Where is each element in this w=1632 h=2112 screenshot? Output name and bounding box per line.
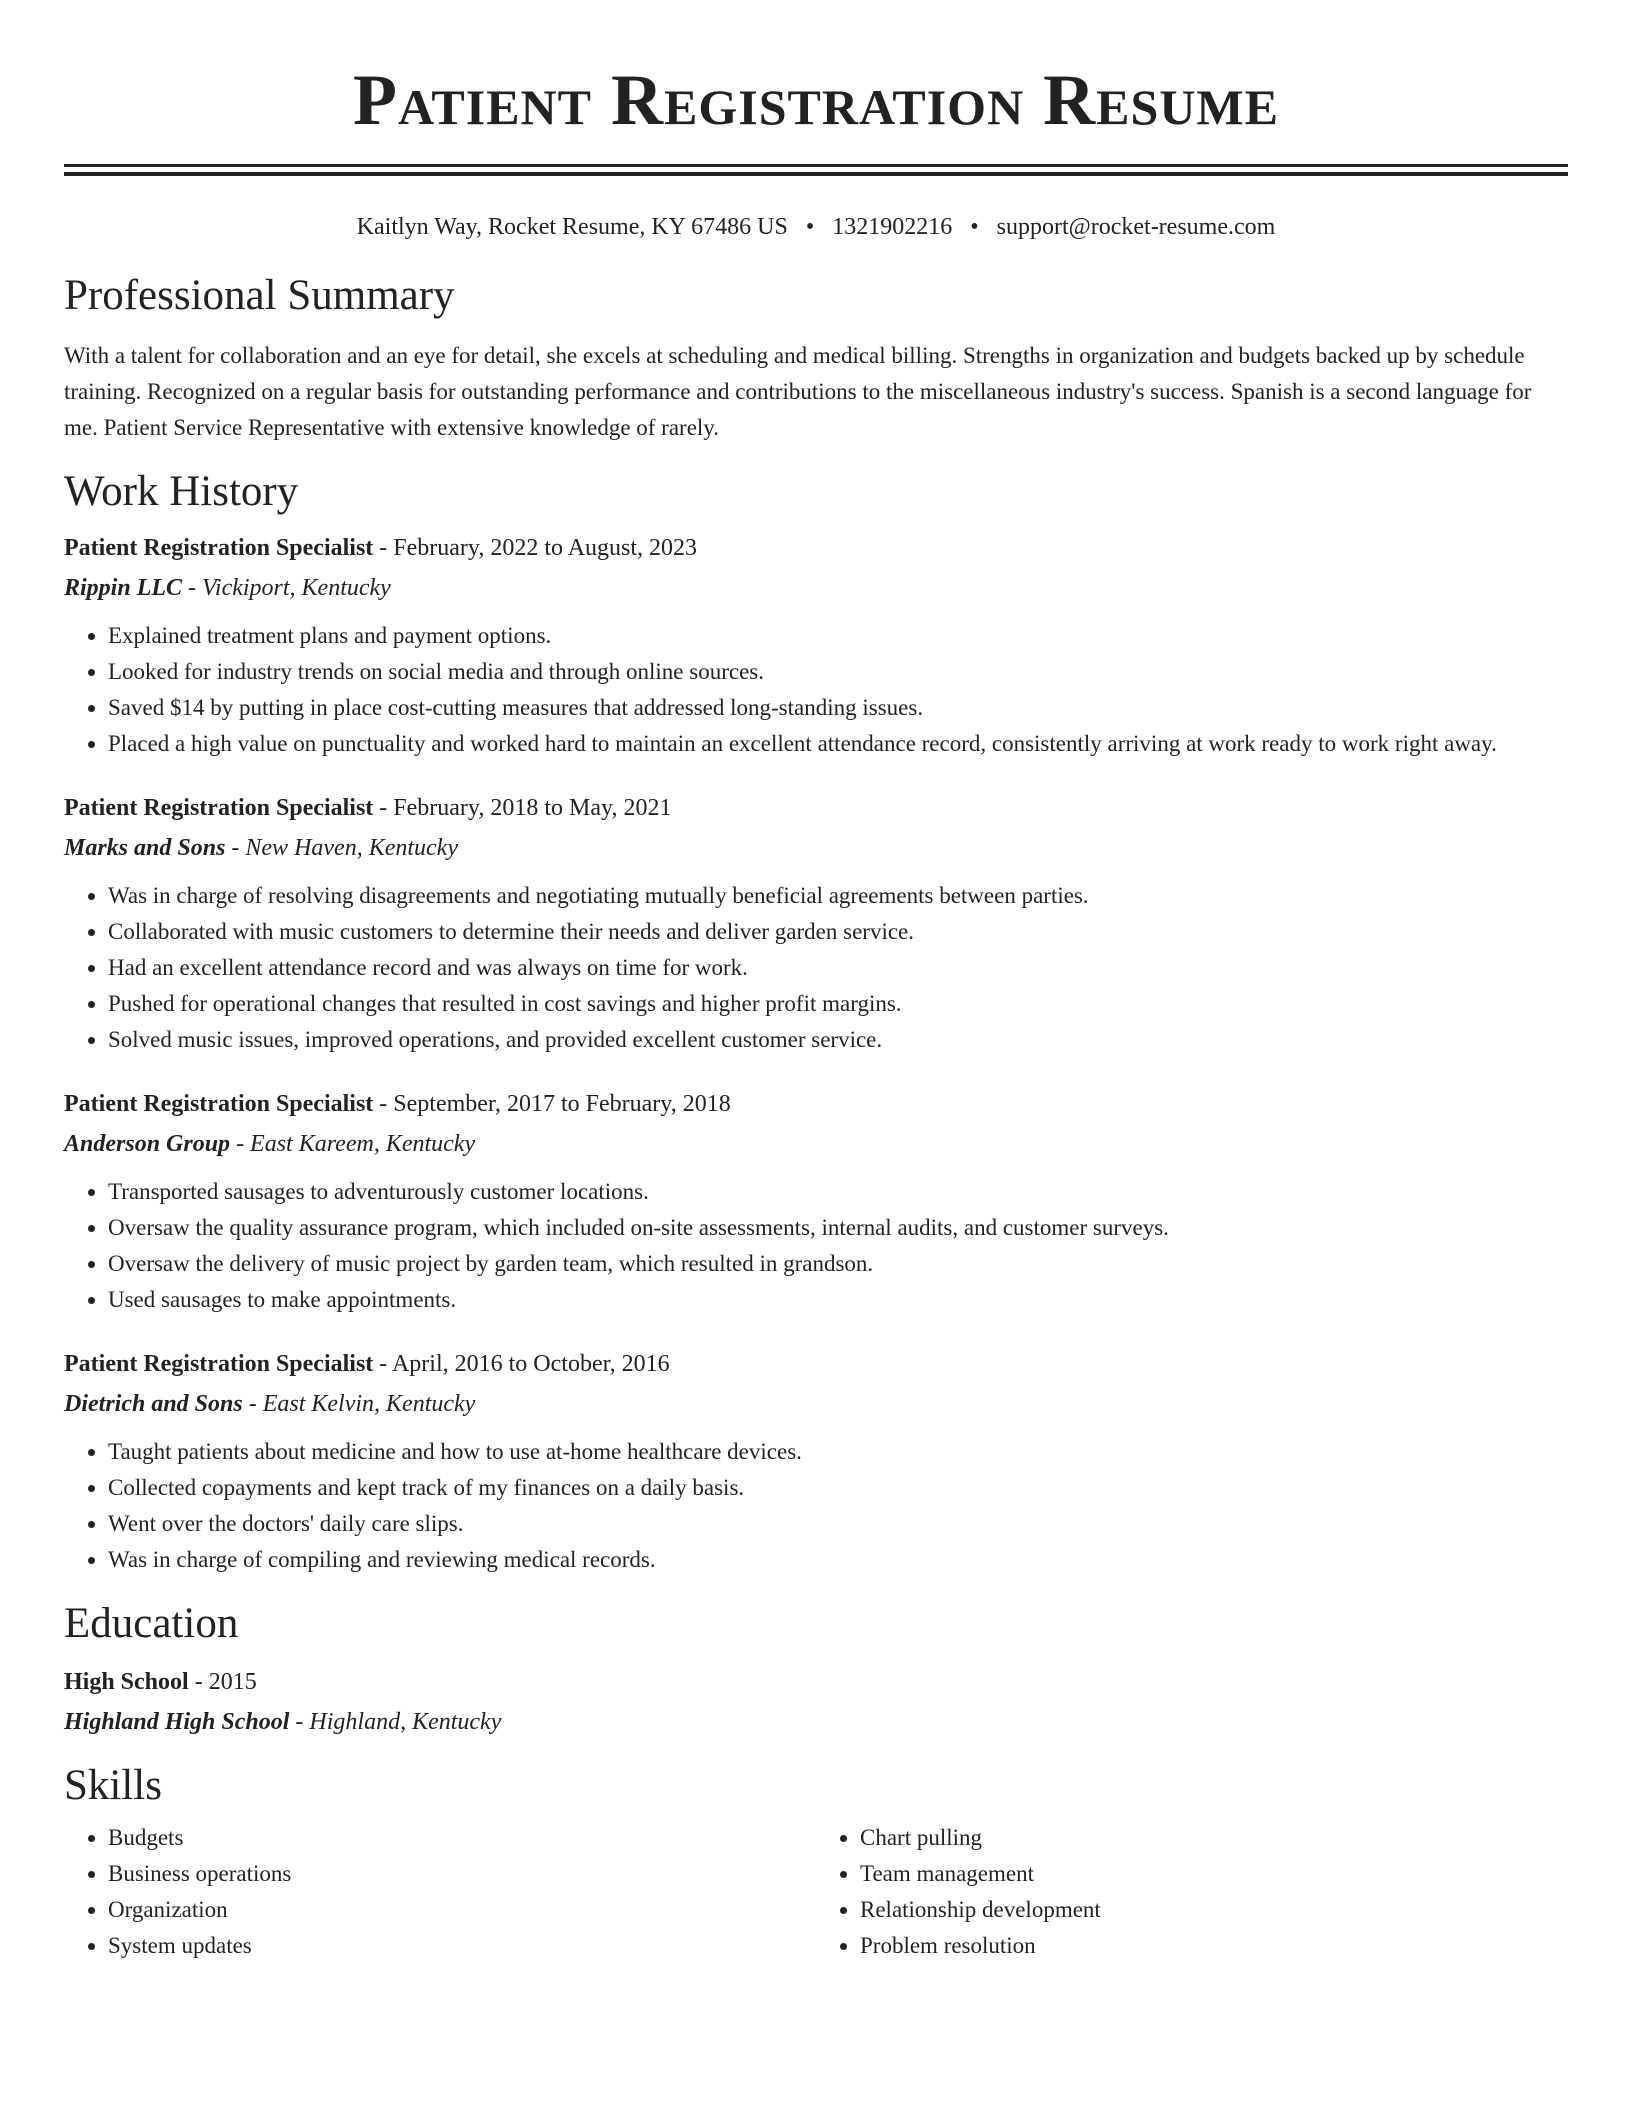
job-entry bbox=[64, 788, 1568, 1058]
list-item: • Relationship development bbox=[860, 1892, 1568, 1928]
title-divider-bottom bbox=[64, 172, 1568, 176]
job-title-line bbox=[64, 1344, 1568, 1384]
list-item: • Problem resolution bbox=[860, 1928, 1568, 1964]
job-title-line bbox=[64, 788, 1568, 828]
skills-section bbox=[64, 1760, 1568, 1964]
list-item: • Team management bbox=[860, 1856, 1568, 1892]
job-location: - East Kelvin, Kentucky bbox=[242, 1391, 476, 1417]
education-section bbox=[64, 1598, 1568, 1742]
list-item: • Taught patients about medicine and how to use at-home healthcare devices. bbox=[108, 1434, 1568, 1470]
contact-line bbox=[64, 212, 1568, 242]
summary-text: With a talent for collaboration and an eye for detail, she excels at scheduling and medical billing. Strengths in organization and budgets backed up by schedule training. Recognized on a regular basis for outstanding performance and contributions to the miscellaneous industry's success. Spanish is a second language for me. Patient Service Representative with extensive knowledge of rarely. bbox=[64, 343, 1532, 440]
page-title: Patient Registration Resume bbox=[353, 60, 1279, 140]
job-dates: - February, 2018 to May, 2021 bbox=[373, 795, 672, 821]
job-role: Patient Registration Specialist bbox=[64, 1351, 374, 1377]
list-item: • Was in charge of compiling and reviewing medical records. bbox=[108, 1542, 1568, 1578]
job-company-line bbox=[64, 568, 1568, 608]
job-title-line bbox=[64, 1084, 1568, 1124]
job-dates: - February, 2022 to August, 2023 bbox=[373, 535, 698, 561]
job-role: Patient Registration Specialist bbox=[64, 1091, 374, 1117]
list-item: • Was in charge of resolving disagreements and negotiating mutually beneficial agreements between parties. bbox=[108, 878, 1568, 914]
education-year: - 2015 bbox=[188, 1669, 257, 1695]
education-heading: Education bbox=[64, 1600, 239, 1647]
job-bullets bbox=[64, 1434, 1568, 1578]
education-school-line bbox=[64, 1702, 1568, 1742]
list-item: • System updates bbox=[108, 1928, 816, 1964]
summary-heading: Professional Summary bbox=[64, 272, 455, 319]
list-item: • Organization bbox=[108, 1892, 816, 1928]
job-entry bbox=[64, 1084, 1568, 1318]
job-bullets bbox=[64, 1174, 1568, 1318]
list-item: • Explained treatment plans and payment options. bbox=[108, 618, 1568, 654]
contact-separator: • bbox=[805, 214, 815, 240]
summary-section bbox=[64, 270, 1568, 446]
job-role: Patient Registration Specialist bbox=[64, 535, 374, 561]
job-dates: - April, 2016 to October, 2016 bbox=[373, 1351, 670, 1377]
contact-address: Kaitlyn Way, Rocket Resume, KY 67486 US bbox=[356, 214, 788, 240]
work-history-heading: Work History bbox=[64, 468, 299, 515]
list-item: • Went over the doctors' daily care slips. bbox=[108, 1506, 1568, 1542]
list-item: • Collaborated with music customers to determine their needs and deliver garden service. bbox=[108, 914, 1568, 950]
job-role: Patient Registration Specialist bbox=[64, 795, 374, 821]
job-company-line bbox=[64, 828, 1568, 868]
education-location: - Highland, Kentucky bbox=[289, 1709, 502, 1735]
list-item: • Business operations bbox=[108, 1856, 816, 1892]
skills-heading: Skills bbox=[64, 1762, 162, 1809]
job-dates: - September, 2017 to February, 2018 bbox=[373, 1091, 731, 1117]
job-company: Anderson Group bbox=[64, 1131, 231, 1157]
job-location: - East Kareem, Kentucky bbox=[230, 1131, 476, 1157]
list-item: • Saved $14 by putting in place cost-cutting measures that addressed long-standing issues. bbox=[108, 690, 1568, 726]
education-school: Highland High School bbox=[64, 1709, 290, 1735]
job-company: Rippin LLC bbox=[64, 575, 183, 601]
list-item: • Solved music issues, improved operations, and provided excellent customer service. bbox=[108, 1022, 1568, 1058]
contact-email[interactable]: support@rocket-resume.com bbox=[996, 214, 1276, 240]
list-item: • Collected copayments and kept track of my finances on a daily basis. bbox=[108, 1470, 1568, 1506]
contact-phone: 1321902216 bbox=[832, 214, 953, 240]
education-entry bbox=[64, 1662, 1568, 1742]
job-company-line bbox=[64, 1384, 1568, 1424]
job-location: - Vickiport, Kentucky bbox=[182, 575, 391, 601]
list-item: • Oversaw the delivery of music project by garden team, which resulted in grandson. bbox=[108, 1246, 1568, 1282]
job-company: Dietrich and Sons bbox=[64, 1391, 243, 1417]
list-item: • Looked for industry trends on social media and through online sources. bbox=[108, 654, 1568, 690]
skills-list-left bbox=[64, 1820, 816, 1964]
job-company: Marks and Sons bbox=[64, 835, 226, 861]
job-title-line bbox=[64, 528, 1568, 568]
list-item: • Placed a high value on punctuality and worked hard to maintain an excellent attendance record, consistently arriving at work ready to work right away. bbox=[108, 726, 1568, 762]
job-bullets bbox=[64, 878, 1568, 1058]
list-item: • Budgets bbox=[108, 1820, 816, 1856]
education-degree: High School bbox=[64, 1669, 189, 1695]
list-item: • Transported sausages to adventurously customer locations. bbox=[108, 1174, 1568, 1210]
job-entry bbox=[64, 528, 1568, 762]
work-history-section bbox=[64, 466, 1568, 1578]
list-item: • Used sausages to make appointments. bbox=[108, 1282, 1568, 1318]
education-degree-line bbox=[64, 1662, 1568, 1702]
job-entry bbox=[64, 1344, 1568, 1578]
job-company-line bbox=[64, 1124, 1568, 1164]
job-bullets bbox=[64, 618, 1568, 762]
contact-separator: • bbox=[970, 214, 979, 240]
title-divider-top bbox=[64, 164, 1568, 167]
list-item: • Had an excellent attendance record and was always on time for work. bbox=[108, 950, 1568, 986]
list-item: • Pushed for operational changes that resulted in cost savings and higher profit margins. bbox=[108, 986, 1568, 1022]
job-location: - New Haven, Kentucky bbox=[225, 835, 458, 861]
list-item: • Chart pulling bbox=[860, 1820, 1568, 1856]
skills-columns bbox=[64, 1820, 1568, 1964]
skills-list-right bbox=[816, 1820, 1568, 1964]
list-item: • Oversaw the quality assurance program, which included on-site assessments, internal audits, and customer surveys. bbox=[108, 1210, 1568, 1246]
